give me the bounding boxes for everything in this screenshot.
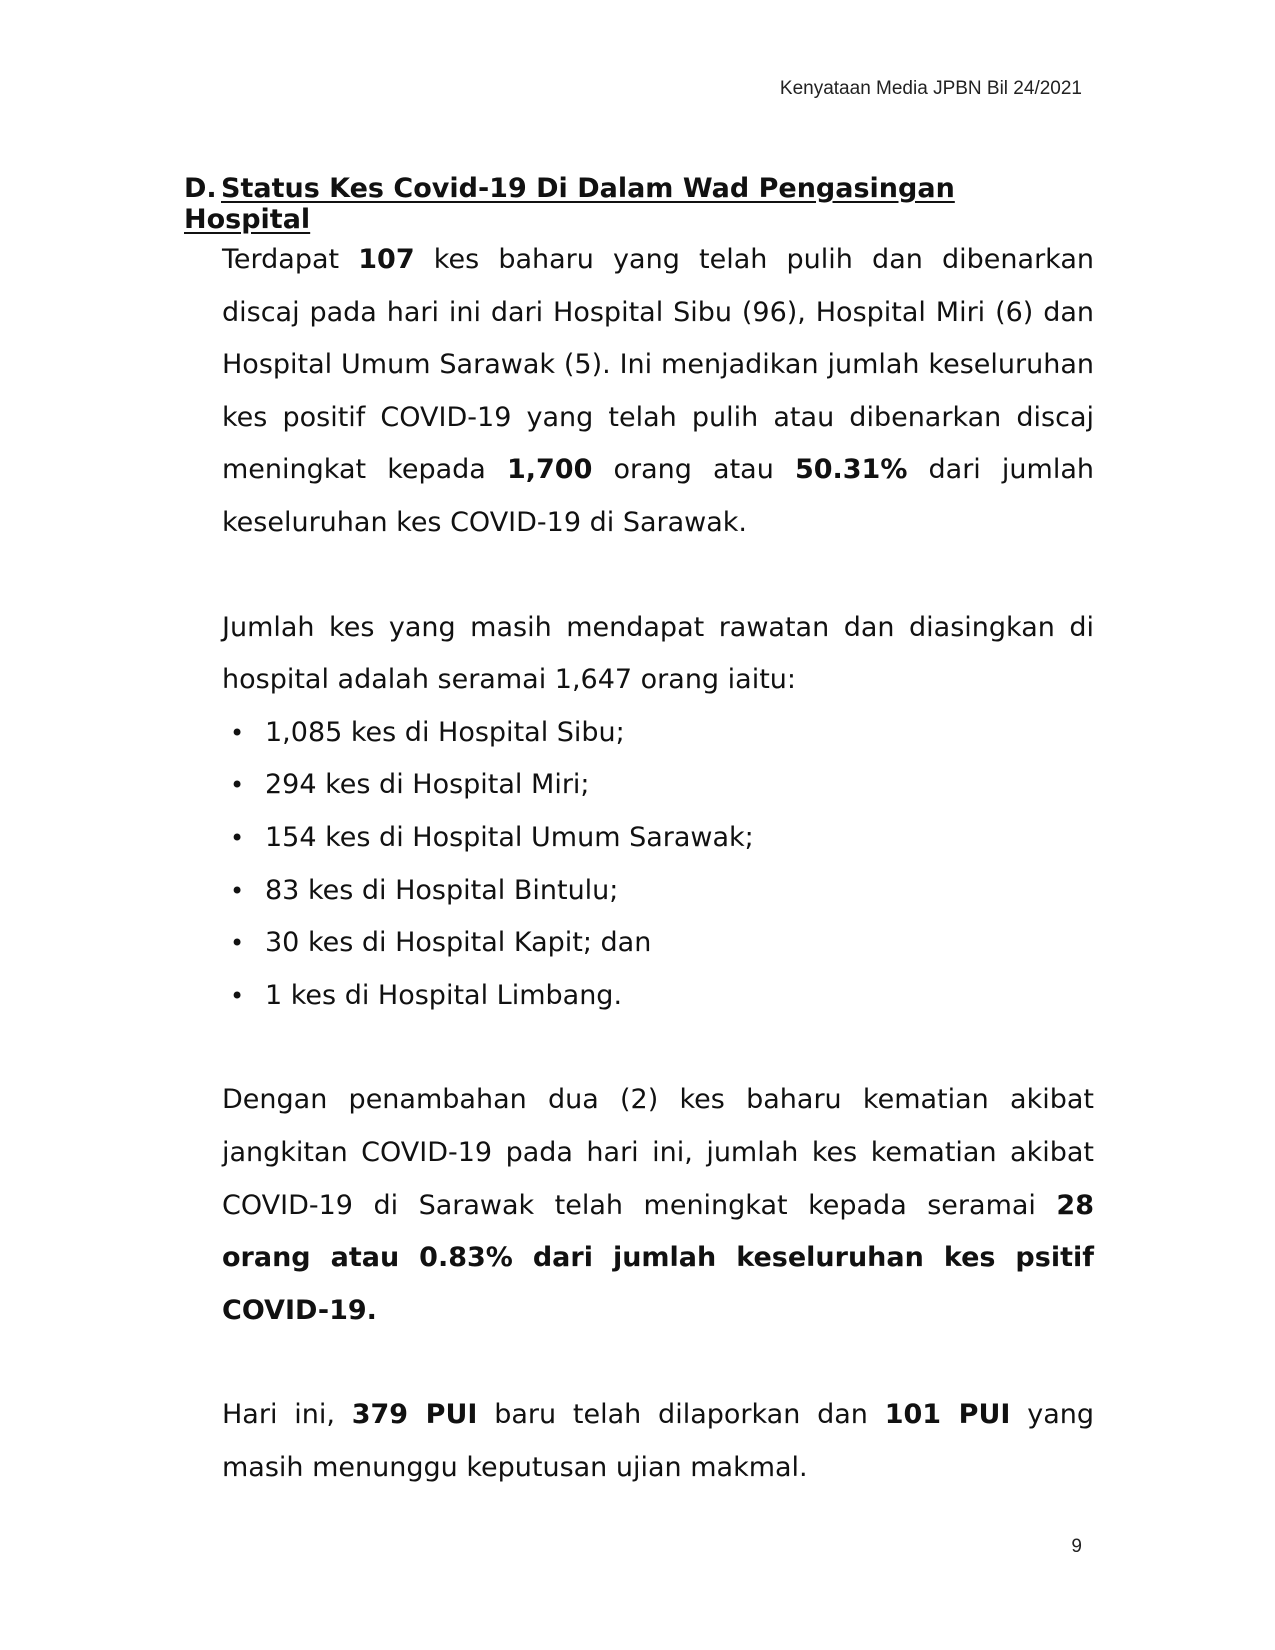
list-item bbox=[222, 812, 1094, 865]
pui-new-count: 379 PUI bbox=[351, 1399, 478, 1431]
death-paragraph bbox=[222, 1074, 1094, 1337]
recovery-total: 1,700 bbox=[506, 454, 593, 486]
list-item bbox=[222, 917, 1094, 970]
list-item bbox=[222, 970, 1094, 1023]
section-title: Status Kes Covid-19 Di Dalam Wad Pengasingan Hospital bbox=[184, 173, 955, 235]
section-letter: D. bbox=[184, 173, 217, 204]
bullet-icon: • bbox=[230, 823, 245, 852]
recovery-paragraph bbox=[222, 234, 1094, 550]
list-item-text: 83 kes di Hospital Bintulu; bbox=[265, 874, 619, 906]
recovery-percentage: 50.31% bbox=[794, 454, 908, 486]
pui-text-3: yang masih menunggu keputusan ujian makmal. bbox=[222, 1399, 1094, 1483]
list-item-text: 30 kes di Hospital Kapit; dan bbox=[265, 927, 652, 959]
pui-text-2: baru telah dilaporkan dan bbox=[477, 1399, 885, 1431]
hospital-list bbox=[222, 707, 1094, 1023]
recovery-text-1: Terdapat bbox=[222, 244, 359, 275]
bullet-icon: • bbox=[230, 771, 245, 800]
death-text-1: Dengan penambahan dua (2) kes baharu kematian akibat jangkitan COVID-19 pada hari ini, jumlah kes kematian akibat COVID-19 di Sarawak telah meningkat kepada seramai bbox=[222, 1084, 1094, 1221]
recovery-text-3: orang atau bbox=[592, 454, 795, 486]
recovery-text-2: kes baharu yang telah pulih dan dibenarkan discaj pada hari ini dari Hospital Sibu (96), Hospital Miri (6) dan Hospital Umum Sarawak (5). Ini menjadikan jumlah keseluruhan kes positif COVID-19 yang telah pulih atau dibenarkan discaj meningkat kepada bbox=[222, 244, 1094, 486]
bullet-icon: • bbox=[230, 981, 245, 1010]
treatment-paragraph: Jumlah kes yang masih mendapat rawatan dan diasingkan di hospital adalah seramai 1,647 orang iaitu: bbox=[222, 611, 1094, 696]
list-item-text: 154 kes di Hospital Umum Sarawak; bbox=[265, 821, 754, 853]
list-item bbox=[222, 707, 1094, 760]
bullet-icon: • bbox=[230, 718, 245, 747]
list-item bbox=[222, 759, 1094, 812]
section-heading bbox=[184, 173, 1084, 235]
recovery-new-count: 107 bbox=[358, 244, 415, 275]
list-item bbox=[222, 865, 1094, 918]
recovery-text-4: dari jumlah keseluruhan kes COVID-19 di Sarawak. bbox=[222, 454, 1095, 538]
list-item-text: 1,085 kes di Hospital Sibu; bbox=[265, 716, 625, 748]
pui-paragraph bbox=[222, 1389, 1094, 1494]
bullet-icon: • bbox=[230, 876, 245, 905]
bullet-icon: • bbox=[230, 929, 245, 958]
document-header: Kenyataan Media JPBN Bil 24/2021 bbox=[779, 78, 1082, 99]
death-total: 28 orang atau 0.83% dari jumlah keseluruhan kes psitif COVID-19. bbox=[222, 1189, 1094, 1326]
pui-pending-count: 101 PUI bbox=[884, 1399, 1011, 1431]
pui-text-1: Hari ini, bbox=[222, 1399, 352, 1431]
list-item-text: 1 kes di Hospital Limbang. bbox=[265, 979, 623, 1011]
list-item-text: 294 kes di Hospital Miri; bbox=[265, 769, 590, 801]
page-number: 9 bbox=[1071, 1536, 1082, 1557]
document-body bbox=[222, 234, 1094, 1494]
